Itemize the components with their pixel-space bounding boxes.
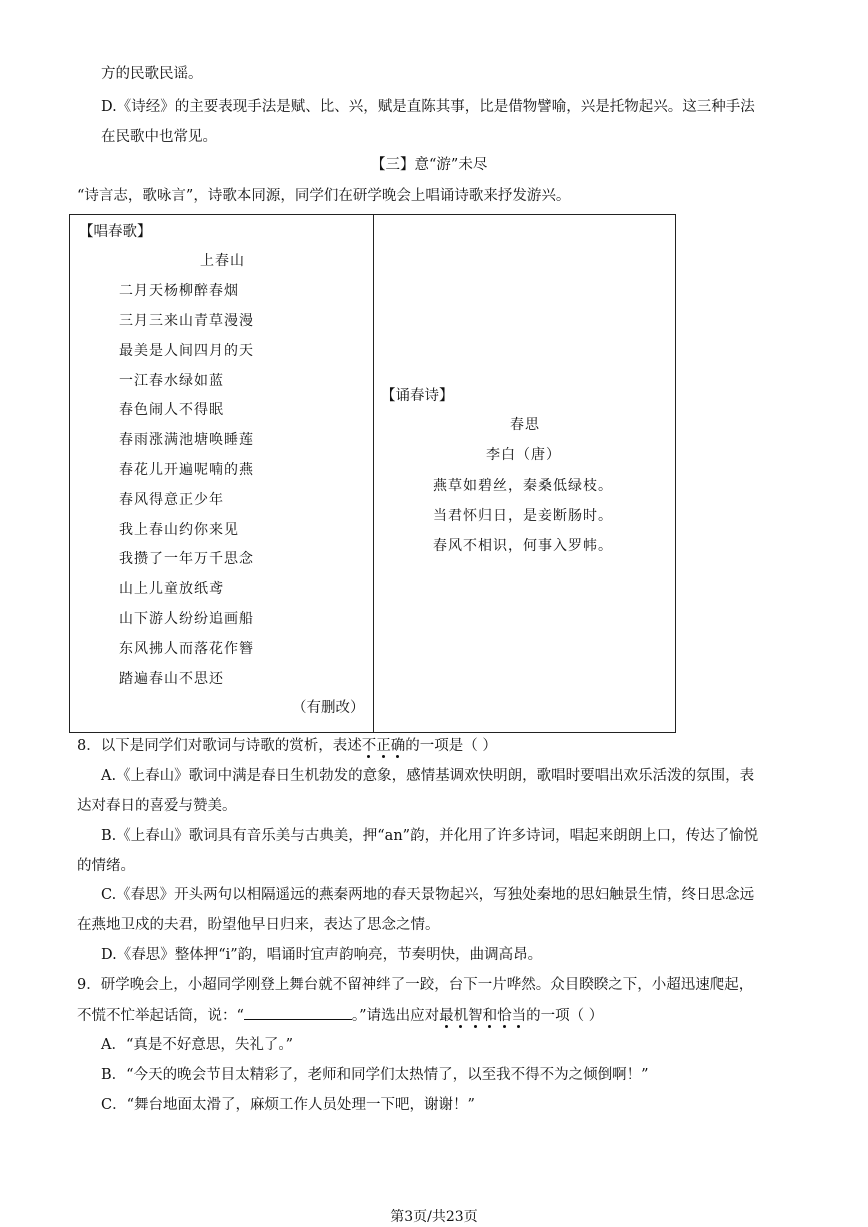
song-line: 春花儿开遍呢喃的燕: [119, 462, 254, 478]
song-line: 春色闹人不得眠: [119, 402, 224, 418]
answer-blank: [244, 1005, 352, 1020]
song-line: 最美是人间四月的天: [119, 343, 254, 359]
section-title: 【三】意“游”未尽: [371, 157, 488, 173]
q8-option-d: D.《春思》整体押“i”韵，唱诵时宜声韵响亮，节奏明快，曲调高昂。: [101, 947, 543, 963]
poem-label: 【诵春诗】: [381, 388, 454, 404]
section-intro: “诗言志，歌咏言”，诗歌本同源，同学们在研学晚会上唱诵诗歌来抒发游兴。: [77, 188, 571, 204]
song-line: 春雨涨满池塘唤睡莲: [119, 432, 254, 448]
q9-emphasis-char: 最: [439, 1008, 454, 1024]
q9-option-a: A．“真是不好意思，失礼了。”: [101, 1037, 294, 1053]
q9-stem-text: 不慌不忙举起话筒，说：“: [77, 1008, 244, 1024]
song-line: 我攒了一年万千思念: [119, 551, 254, 567]
q8-option-b-cont: 的情绪。: [77, 858, 135, 874]
q8-stem-end: 的一项是（ ）: [405, 738, 497, 754]
q8-option-c-cont: 在燕地卫戍的夫君，盼望他早日归来，表达了思念之情。: [77, 917, 440, 933]
poem-author: 李白（唐）: [486, 447, 561, 463]
q9-option-b: B．“今天的晚会节目太精彩了，老师和同学们太热情了，以至我不得不为之倾倒啊！”: [101, 1067, 649, 1083]
q8-emphasis-char: 正: [376, 738, 391, 754]
song-line: 我上春山约你来见: [119, 522, 239, 538]
song-line: 三月三来山青草漫漫: [119, 313, 254, 329]
option-d-line2: 在民歌中也常见。: [101, 129, 217, 145]
song-line: 春风得意正少年: [119, 492, 224, 508]
q9-emphasis-char: 和: [482, 1008, 498, 1024]
q8-option-c: C.《春思》开头两句以相隔遥远的燕秦两地的春天景物起兴，写独处秦地的思妇触景生情，终日思念远: [101, 887, 755, 903]
q9-emphasis-char: 机: [453, 1008, 469, 1024]
q8-stem-text: 8．以下是同学们对歌词与诗歌的赏析，表述: [77, 738, 362, 754]
q9-emphasis-char: 恰: [497, 1008, 512, 1024]
q9-stem-line2: [77, 1005, 603, 1026]
q8-stem: [77, 736, 497, 756]
q8-option-b: B.《上春山》歌词具有音乐美与古典美，押“an”韵，并化用了许多诗词，唱起来朗朗上口，传达了愉悦: [101, 828, 759, 844]
q9-option-c: C．“舞台地面太滑了，麻烦工作人员处理一下吧，谢谢！”: [101, 1097, 475, 1113]
song-line: 一江春水绿如蓝: [119, 373, 224, 389]
q9-stem-text: 。”请选出应对: [351, 1008, 440, 1024]
song-line: 东风拂人而落花作簪: [119, 641, 254, 657]
q8-option-a-cont: 达对春日的喜爱与赞美。: [77, 798, 237, 814]
q9-stem-line1: 9．研学晚会上，小超同学刚登上舞台就不留神绊了一跤，台下一片哗然。众目睽睽之下，小超迅速爬起，: [77, 977, 754, 993]
song-note: （有删改）: [292, 700, 365, 716]
q9-stem-end: 的一项（ ）: [526, 1008, 604, 1024]
q9-emphasis-char: 当: [511, 1008, 527, 1024]
poem-line: 春风不相识，何事入罗帏。: [433, 538, 613, 554]
song-line: 二月天杨柳醉春烟: [119, 283, 239, 299]
poem-line: 当君怀归日，是妾断肠时。: [433, 508, 613, 524]
q8-emphasis-char: 不: [361, 738, 377, 754]
q8-option-a: A.《上春山》歌词中满是春日生机勃发的意象，感情基调欢快明朗，歌唱时要唱出欢乐活泼的氛围，表: [101, 768, 755, 784]
q9-emphasis-char: 智: [468, 1008, 483, 1024]
song-title: 上春山: [200, 253, 245, 269]
song-line: 踏遍春山不思还: [119, 671, 224, 687]
song-label: 【唱春歌】: [79, 224, 152, 240]
q8-emphasis-char: 确: [390, 738, 406, 754]
song-line: 山上儿童放纸鸢: [119, 581, 224, 597]
poem-title: 春思: [510, 417, 540, 433]
option-d-line1: D.《诗经》的主要表现手法是赋、比、兴，赋是直陈其事，比是借物譬喻，兴是托物起兴。这三种手法: [101, 99, 755, 115]
table-divider: [373, 214, 374, 733]
poem-line: 燕草如碧丝，秦桑低绿枝。: [433, 478, 613, 494]
page-number: 第3页/共23页: [390, 1209, 478, 1225]
continued-line: 方的民歌民谣。: [101, 66, 203, 82]
song-line: 山下游人纷纷追画船: [119, 611, 254, 627]
